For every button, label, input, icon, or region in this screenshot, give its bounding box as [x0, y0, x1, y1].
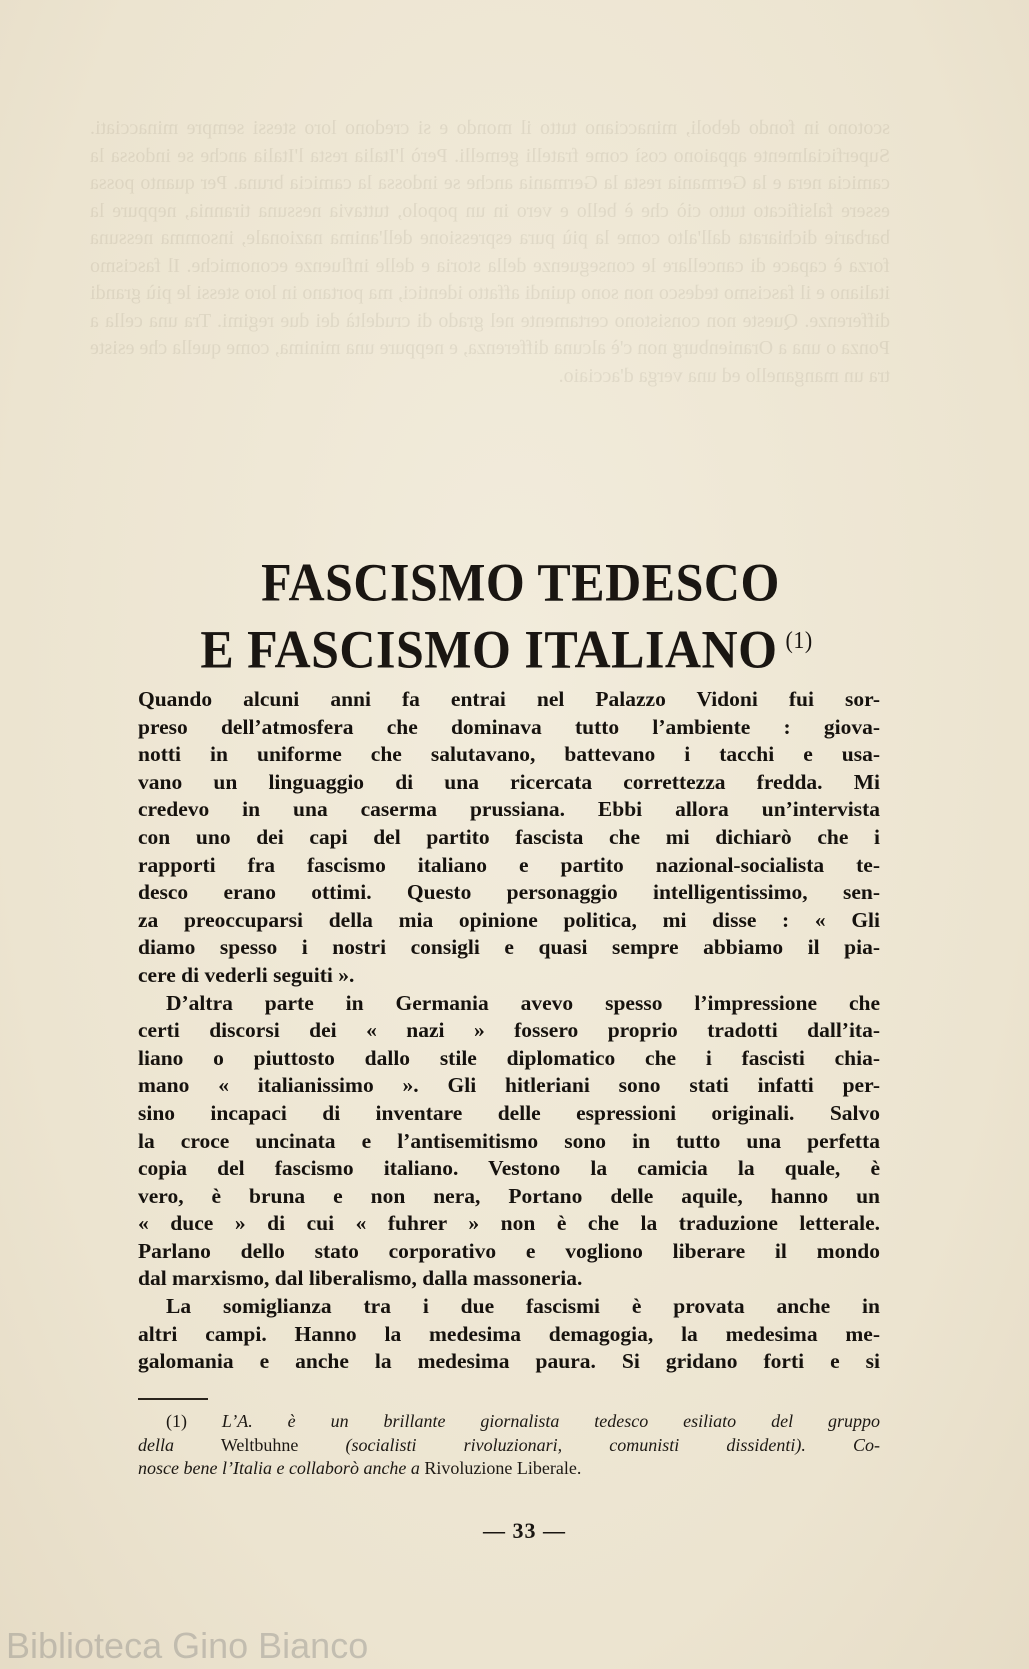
text-line: liano o piuttosto dallo stile diplomatico che i fascisti chia- [138, 1045, 880, 1070]
text-line: za preoccuparsi della mia opinione politica, mi disse : « Gli [138, 907, 880, 932]
text-line: desco erano ottimi. Questo personaggio intelligentissimo, sen- [138, 880, 880, 905]
text-line: Quando alcuni anni fa entrai nel Palazzo Vidoni fui sor- [138, 687, 880, 711]
footnote-text: L’A. è un brillante giornalista tedesco esiliato del gruppo [221, 1411, 880, 1431]
text-line: preso dell’atmosfera che dominava tutto l’ambiente : giova- [138, 714, 880, 739]
footnote-reference[interactable]: (1) [785, 626, 813, 654]
text-line: « duce » di cui « fuhrer » non è che la traduzione letterale. [138, 1211, 880, 1236]
library-watermark: Biblioteca Gino Bianco [6, 1625, 369, 1666]
footnote-line [138, 1410, 880, 1434]
title-line-2-text: E FASCISMO ITALIANO [200, 618, 778, 680]
text-line: cere di vederli seguiti ». [138, 962, 355, 987]
text-line: con uno dei capi del partito fascista che mi dichiarò che i [138, 824, 880, 849]
article-body [138, 686, 880, 1376]
text-line: sino incapaci di inventare delle espressioni originali. Salvo [138, 1100, 880, 1125]
paragraph-1 [138, 686, 880, 990]
page-number: — 33 — [483, 1518, 566, 1543]
title-line-1: FASCISMO TEDESCO [261, 551, 780, 613]
text-line: diamo spesso i nostri consigli e quasi sempre abbiamo il pia- [138, 935, 880, 960]
paragraph-3 [138, 1293, 880, 1376]
text-line: galomania e anche la medesima paura. Si gridano forti e si [138, 1349, 880, 1374]
text-line: Parlano dello stato corporativo e vogliono liberare il mondo [138, 1238, 880, 1263]
text-line: rapporti fra fascismo italiano e partito nazional-socialista te- [138, 852, 880, 877]
text-line: dal marxismo, dal liberalismo, dalla massoneria. [138, 1266, 583, 1291]
footnote-text: (socialisti rivoluzionari, comunisti dissidenti). [345, 1434, 806, 1455]
paragraph-2 [138, 990, 880, 1294]
text-line: la croce uncinata e l’antisemitismo sono in tutto una perfetta [138, 1128, 880, 1153]
footnote-text: nosce bene l’Italia e collaborò anche a [138, 1458, 420, 1478]
text-line: copia del fascismo italiano. Vestono la camicia la quale, è [138, 1156, 880, 1181]
footnote-journal-name: Weltbuhne [220, 1434, 299, 1455]
footnote-journal-name: Rivoluzione Liberale. [424, 1458, 582, 1478]
footnote-marker: (1) [166, 1411, 187, 1431]
text-line: vano un linguaggio di una ricercata correttezza fredda. Mi [138, 769, 880, 794]
text-line: credevo in una caserma prussiana. Ebbi allora un’intervista [138, 797, 880, 822]
footnote-line [138, 1457, 880, 1481]
text-line: La somiglianza tra i due fascismi è provata anche in [166, 1294, 880, 1319]
footnote-separator [138, 1398, 208, 1400]
text-line: vero, è bruna e non nera, Portano delle aquile, hanno un [138, 1183, 880, 1208]
footnote-line [138, 1434, 880, 1458]
title-line-2 [0, 618, 1029, 681]
text-line: certi discorsi dei « nazi » fossero proprio tradotti dall’ita- [138, 1018, 880, 1043]
footnote-text: della [138, 1434, 174, 1455]
text-line: mano « italianissimo ». Gli hitleriani sono stati infatti per- [138, 1073, 880, 1098]
text-line: D’altra parte in Germania avevo spesso l’impressione che [166, 990, 880, 1015]
text-line: altri campi. Hanno la medesima demagogia, la medesima me- [138, 1321, 880, 1346]
footnote-text: Co- [853, 1434, 881, 1455]
footnote [138, 1410, 880, 1481]
text-line: notti in uniforme che salutavano, battevano i tacchi e usa- [138, 742, 880, 767]
